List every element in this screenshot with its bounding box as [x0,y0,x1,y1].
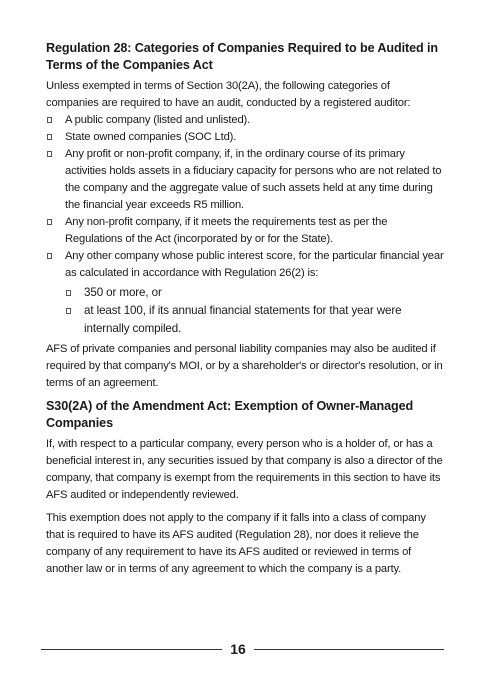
page-content [46,40,444,578]
sub-list-item [65,284,444,302]
list-item-text: State owned companies (SOC Ltd). [65,131,237,143]
section2-para2: This exemption does not apply to the company if it falls into a class of company that is required to have its AFS audited (Regulation 28), nor does it relieve the company of any requirement to have its AFS audited or reviewed in terms of another law or in terms of any agreement to which the company is a party. [46,512,426,575]
section1-intro: Unless exempted in terms of Section 30(2A), the following categories of companies are required to have an audit, conducted by a registered auditor: [46,80,411,109]
list-item-text: Any other company whose public interest score, for the particular financial year as calculated in accordance with Regulation 26(2) is: [65,250,444,279]
page-number: 16 [230,641,246,657]
list-item-text: A public company (listed and unlisted). [65,114,251,126]
list-item-text: Any non-profit company, if it meets the requirements test as per the Regulations of the Act (incorporated by or for the State). [65,216,388,245]
bullet-box-icon [47,117,52,123]
public-interest-sub-list [65,284,444,338]
section1-closing: AFS of private companies and personal liability companies may also be audited if required by that company's MOI, or by a shareholder's or director's resolution, or in terms of an agreement. [46,343,443,389]
bullet-box-icon [66,308,71,314]
bullet-box-icon [47,219,52,225]
sub-list-item-text: at least 100, if its annual financial statements for that year were internally compiled. [84,304,402,335]
sub-list-item [65,302,444,338]
bullet-box-icon [66,290,71,296]
list-item [46,248,444,338]
bullet-box-icon [47,134,52,140]
bullet-box-icon [47,151,52,157]
list-item [46,214,444,248]
list-item [46,112,444,129]
list-item [46,129,444,146]
list-item [46,146,444,214]
section1-heading: Regulation 28: Categories of Companies Required to be Audited in Terms of the Companies Act [46,41,438,72]
bullet-box-icon [47,253,52,259]
section2-heading: S30(2A) of the Amendment Act: Exemption of Owner-Managed Companies [46,399,414,430]
audit-categories-list [46,112,444,338]
page-footer [0,639,480,659]
section2-para1: If, with respect to a particular company, every person who is a holder of, or has a beneficial interest in, any securities issued by that company is also a director of the company, that company is exempt from the requirements in this section to have its AFS audited or independently reviewed. [46,438,443,501]
footer-rule-left [41,649,222,650]
footer-rule-right [254,649,444,650]
sub-list-item-text: 350 or more, or [84,286,162,299]
list-item-text: Any profit or non-profit company, if, in the ordinary course of its primary activities holds assets in a fiduciary capacity for persons who are not related to the company and the aggregate value of such assets held at any time during the financial year exceeds R5 million. [65,148,442,211]
